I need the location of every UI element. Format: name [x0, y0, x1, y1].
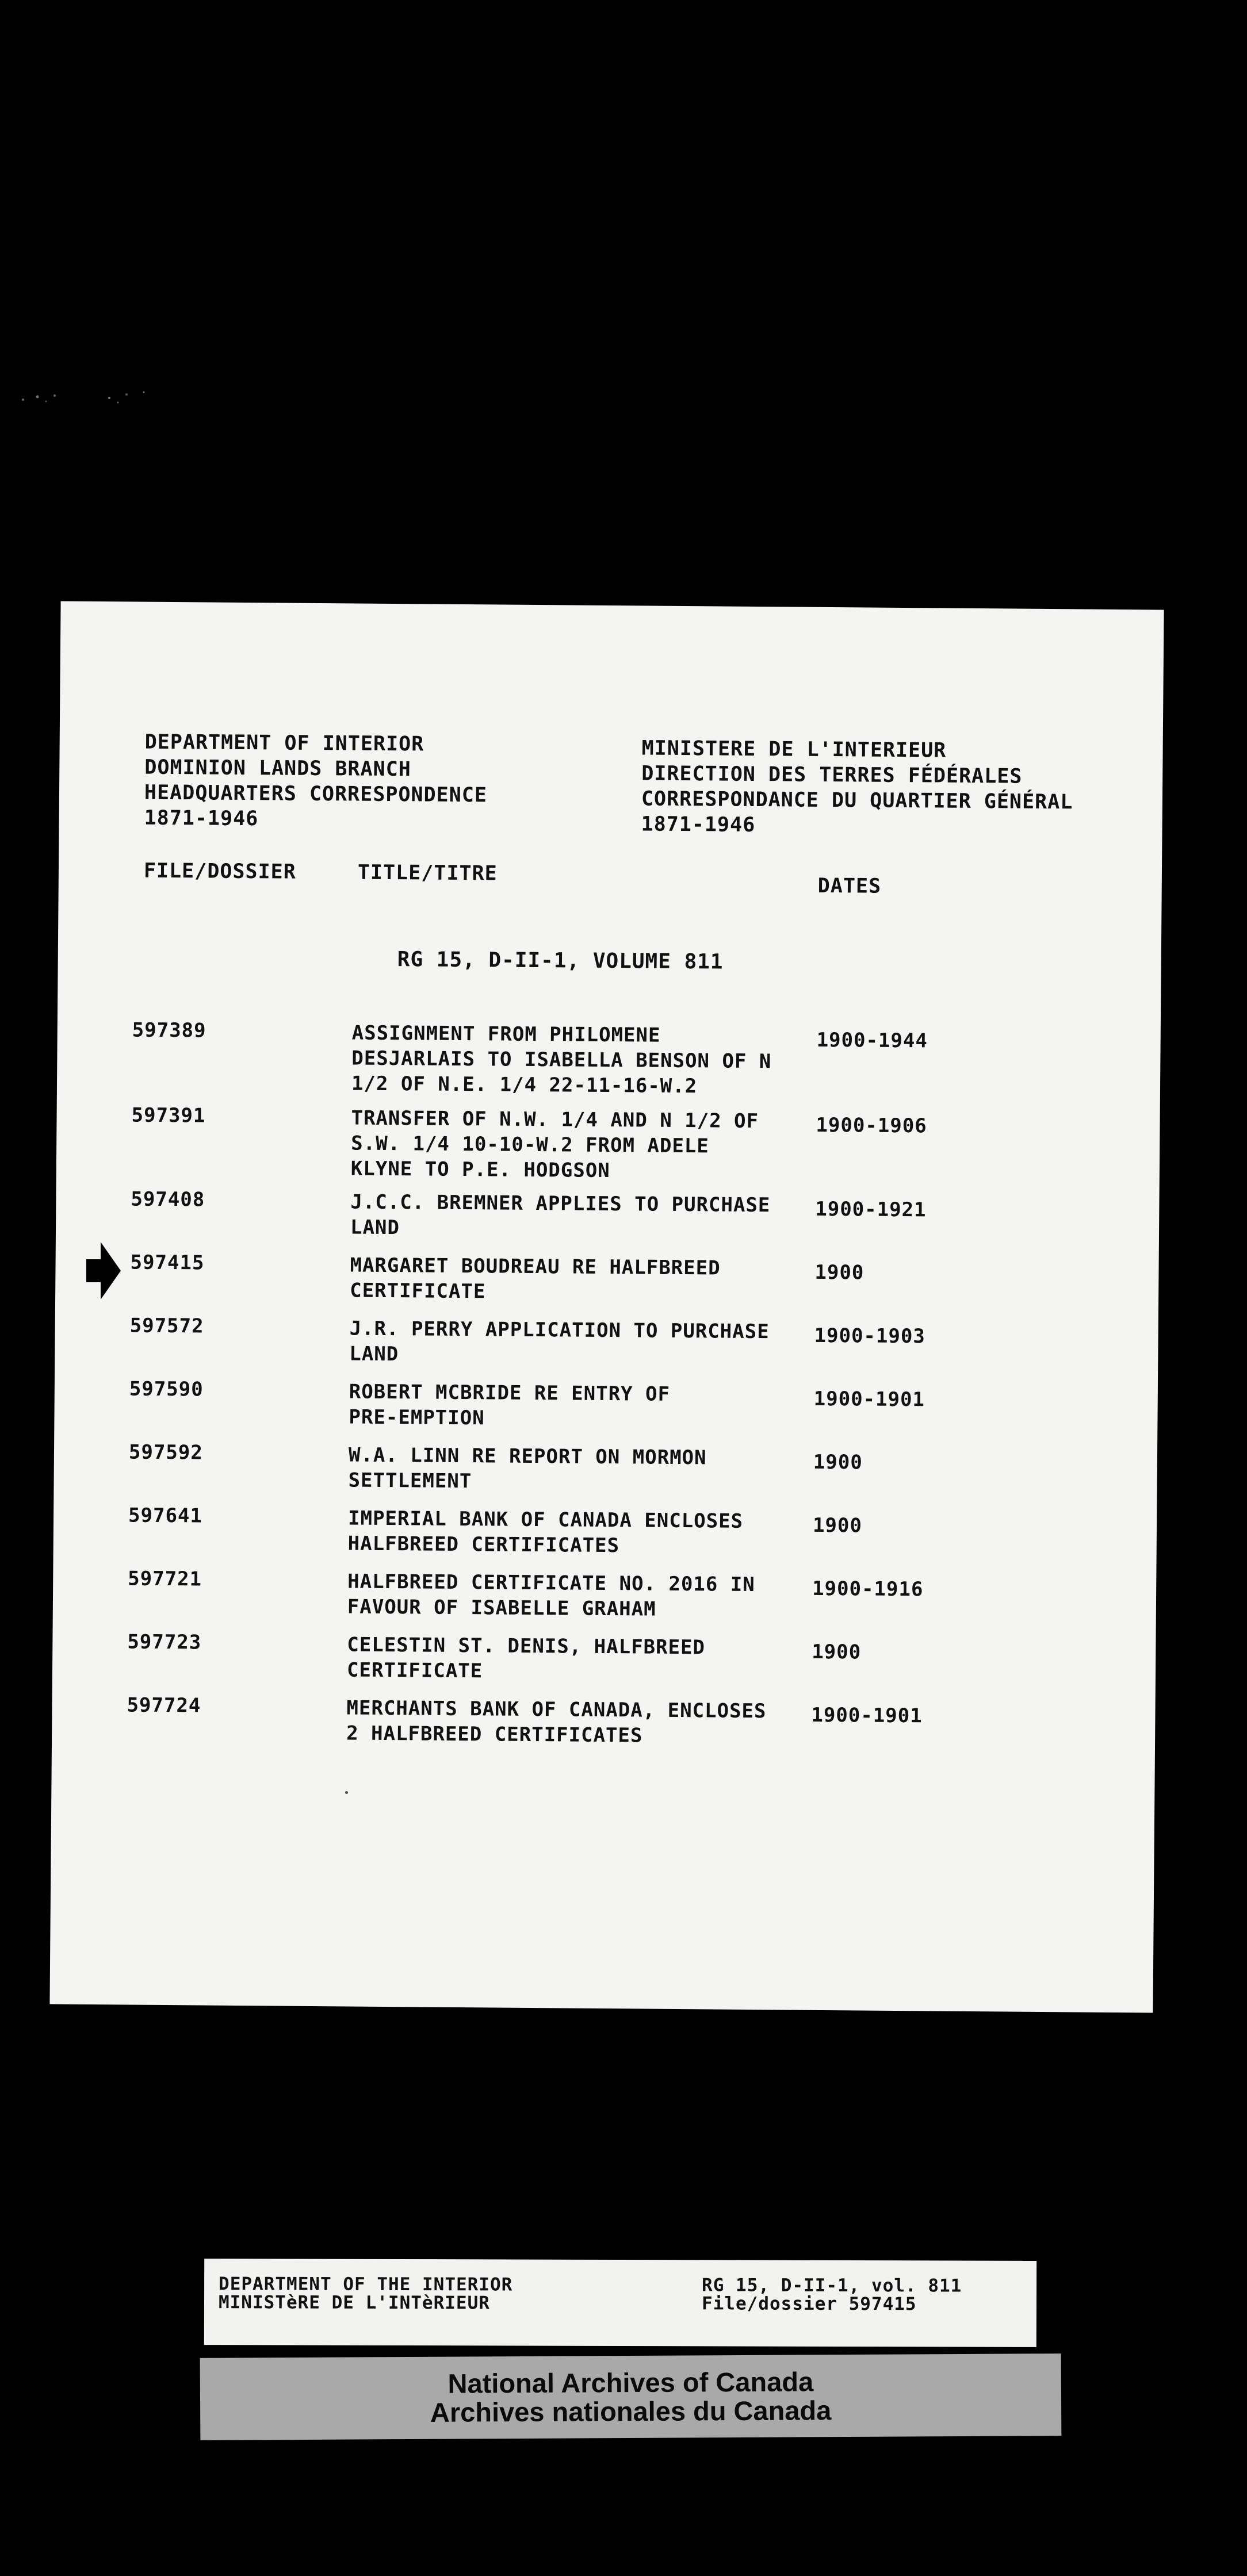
file-title — [347, 1569, 831, 1623]
speck — [345, 1791, 348, 1794]
file-number: 597572 — [129, 1314, 204, 1338]
file-number: 597408 — [131, 1187, 205, 1212]
file-number: 597389 — [132, 1018, 206, 1042]
file-dates: 1900 — [814, 1260, 865, 1285]
column-dates-heading: DATES — [817, 874, 882, 898]
file-title — [348, 1505, 832, 1560]
volume-reference: RG 15, D-II-1, VOLUME 811 — [397, 948, 724, 974]
file-title-line: PRE-EMPTION — [349, 1405, 485, 1430]
file-entry — [53, 1440, 1157, 1506]
file-title — [350, 1189, 834, 1244]
file-dates: 1900 — [812, 1640, 862, 1664]
header-right — [641, 735, 1073, 840]
archives-name-fr: Archives nationales du Canada — [430, 2395, 832, 2428]
file-entry — [57, 1018, 1161, 1098]
file-entry — [53, 1566, 1157, 1632]
file-number: 597721 — [128, 1567, 202, 1591]
file-title-line: 2 HALFBREED CERTIFICATES — [346, 1722, 643, 1747]
file-list — [58, 1018, 1161, 1747]
file-title-line: SETTLEMENT — [348, 1469, 472, 1493]
header-left-line: 1871-1946 — [144, 806, 259, 831]
file-title-line: ROBERT MCBRIDE RE ENTRY OF — [349, 1380, 671, 1406]
file-title-line: CERTIFICATE — [350, 1279, 486, 1304]
file-number: 597641 — [128, 1504, 203, 1528]
file-title — [350, 1252, 833, 1307]
label-reference — [702, 2276, 962, 2313]
label-line: MINISTèRE DE L'INTèRIEUR — [218, 2292, 490, 2314]
file-number: 597415 — [130, 1251, 205, 1275]
file-title-line: FAVOUR OF ISABELLE GRAHAM — [347, 1595, 656, 1621]
label-line: DEPARTMENT OF THE INTERIOR — [219, 2274, 513, 2295]
file-title — [349, 1316, 833, 1370]
document-page — [49, 601, 1164, 2013]
file-title-line: MERCHANTS BANK OF CANADA, ENCLOSES — [346, 1696, 767, 1723]
header-left-line: HEADQUARTERS CORRESPONDENCE — [144, 781, 488, 807]
file-title-line: IMPERIAL BANK OF CANADA ENCLOSES — [347, 1506, 744, 1533]
header-right-line: 1871-1946 — [641, 812, 756, 837]
header-right-line: MINISTERE DE L'INTERIEUR — [641, 737, 947, 762]
file-title-line: W.A. LINN RE REPORT ON MORMON — [348, 1443, 707, 1470]
file-dates: 1900-1906 — [816, 1113, 927, 1138]
label-department — [219, 2275, 512, 2312]
arrow-marker-icon — [86, 1242, 121, 1300]
file-title — [351, 1021, 835, 1101]
file-dates: 1900-1903 — [814, 1324, 926, 1348]
file-title-line: CERTIFICATE — [346, 1658, 483, 1683]
file-dates: 1900 — [812, 1513, 863, 1538]
file-title-line: TRANSFER OF N.W. 1/4 AND N 1/2 OF — [351, 1106, 759, 1133]
column-file-heading: FILE/DOSSIER — [143, 859, 296, 884]
file-entry — [54, 1377, 1158, 1443]
file-dates: 1900-1901 — [811, 1703, 923, 1728]
file-title — [346, 1695, 830, 1750]
column-title-heading: TITLE/TITRE — [357, 861, 498, 885]
label-line: RG 15, D-II-1, vol. 811 — [702, 2275, 962, 2297]
file-entry — [52, 1630, 1156, 1696]
file-dates: 1900-1944 — [816, 1028, 928, 1053]
file-entry — [55, 1250, 1159, 1316]
scan-specks — [12, 379, 150, 425]
file-number: 597391 — [131, 1103, 206, 1128]
archive-label — [204, 2259, 1036, 2347]
header-left-line: DEPARTMENT OF INTERIOR — [144, 730, 424, 756]
file-title-line: 1/2 OF N.E. 1/4 22-11-16-W.2 — [351, 1072, 698, 1098]
file-title-line: MARGARET BOUDREAU RE HALFBREED — [350, 1254, 721, 1280]
file-title-line: DESJARLAIS TO ISABELLA BENSON OF N — [351, 1046, 772, 1074]
file-dates: 1900-1916 — [812, 1577, 924, 1601]
file-number: 597724 — [127, 1693, 201, 1718]
file-entry — [56, 1103, 1160, 1183]
header-right-line: CORRESPONDANCE DU QUARTIER GÉNÉRAL — [641, 787, 1073, 814]
file-title-line: J.R. PERRY APPLICATION TO PURCHASE — [349, 1317, 770, 1344]
header-left-line: DOMINION LANDS BRANCH — [144, 756, 412, 781]
file-number: 597723 — [127, 1630, 202, 1654]
file-title-line: LAND — [349, 1342, 399, 1366]
file-title — [347, 1632, 831, 1686]
archives-name-en: National Archives of Canada — [447, 2366, 814, 2399]
file-title-line: CELESTIN ST. DENIS, HALFBREED — [347, 1633, 706, 1659]
archives-banner — [200, 2353, 1062, 2440]
file-title-line: KLYNE TO P.E. HODGSON — [350, 1157, 610, 1183]
header-left — [144, 730, 487, 834]
file-dates: 1900 — [813, 1450, 863, 1474]
file-title-line: S.W. 1/4 10-10-W.2 FROM ADELE — [351, 1132, 709, 1158]
file-number: 597590 — [129, 1377, 204, 1401]
file-entry — [56, 1187, 1160, 1253]
file-entry — [53, 1503, 1157, 1569]
file-title — [348, 1442, 832, 1497]
file-title-line: J.C.C. BREMNER APPLIES TO PURCHASE — [350, 1190, 771, 1217]
file-entry — [55, 1313, 1158, 1379]
file-title — [349, 1379, 832, 1433]
label-line: File/dossier 597415 — [701, 2293, 917, 2315]
header-right-line: DIRECTION DES TERRES FÉDÉRALES — [641, 762, 1023, 788]
file-title-line: HALFBREED CERTIFICATES — [347, 1532, 620, 1558]
file-title-line: ASSIGNMENT FROM PHILOMENE — [351, 1021, 661, 1047]
file-dates: 1900-1901 — [813, 1387, 925, 1412]
file-title-line: HALFBREED CERTIFICATE NO. 2016 IN — [347, 1570, 755, 1597]
file-dates: 1900-1921 — [815, 1197, 927, 1222]
file-number: 597592 — [128, 1440, 203, 1465]
file-title-line: LAND — [350, 1216, 400, 1240]
file-title — [351, 1106, 835, 1186]
file-entry — [52, 1693, 1156, 1759]
